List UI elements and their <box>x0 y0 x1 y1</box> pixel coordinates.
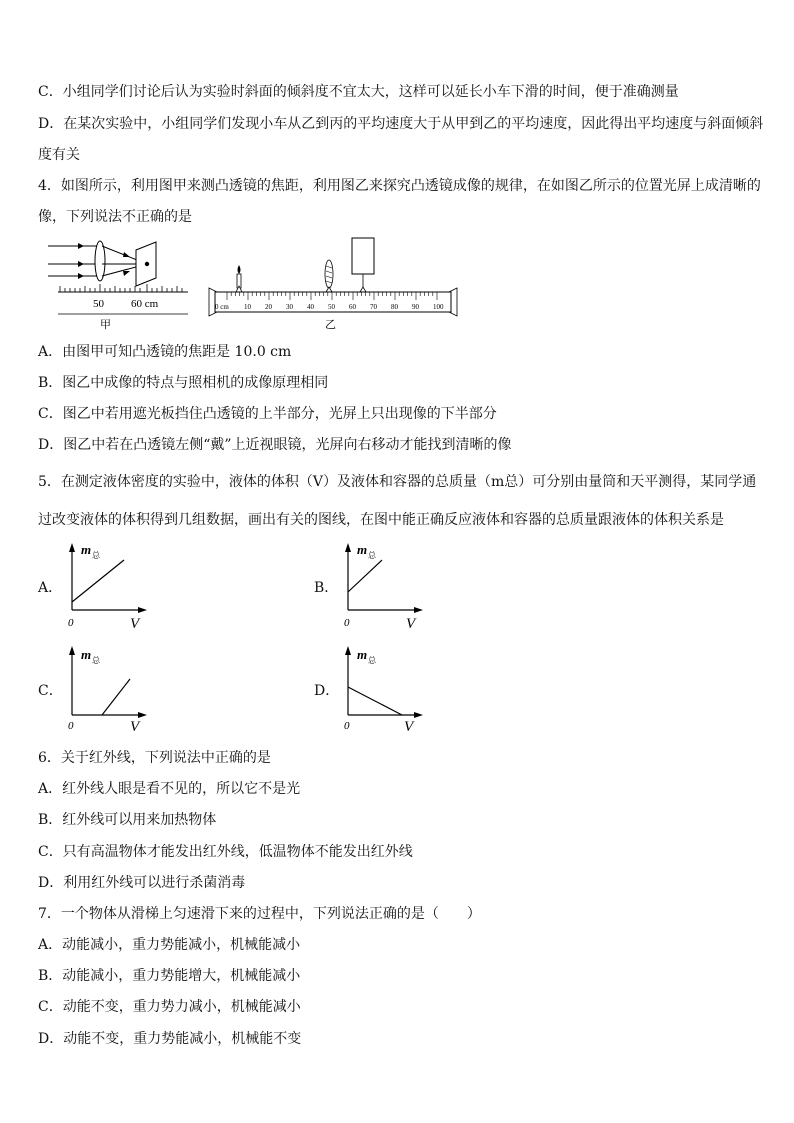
q4-option-a: A．由图甲可知凸透镜的焦距是 10.0 cm <box>38 344 292 360</box>
q6-option-a: A．红外线人眼是看不见的，所以它不是光 <box>38 781 301 797</box>
q5-graph-c <box>60 643 155 738</box>
svg-text:V: V <box>130 616 140 632</box>
q5-stem-line1: 5．在测定液体密度的实验中，液体的体积（V）及液体和容器的总质量（m总）可分别由量筒和天平测得，某同学通 <box>38 474 757 490</box>
q5-stem-line2: 过改变液体的体积得到几组数据，画出有关的图线，在图中能正确反应液体和容器的总质量跟液体的体积关系是 <box>38 512 724 528</box>
bench-tick-label: 100 <box>433 303 444 311</box>
svg-text:0: 0 <box>344 720 350 732</box>
q7-option-a: A．动能减小，重力势能减小，机械能减小 <box>38 937 301 953</box>
q6-option-b: B．红外线可以用来加热物体 <box>38 812 217 828</box>
bench-tick-label: 30 <box>286 303 293 311</box>
q3-option-c: C．小组同学们讨论后认为实验时斜面的倾斜度不宜太大，这样可以延长小车下滑的时间，便于准确测量 <box>38 84 679 100</box>
bench-tick-label: 70 <box>370 303 377 311</box>
figure-yi <box>205 232 465 332</box>
svg-text:总: 总 <box>368 551 376 560</box>
ruler-jia-label-50: 50 <box>93 298 104 310</box>
q3-option-d-line1: D．在某次实验中，小组同学们发现小车从乙到丙的平均速度大于从甲到乙的平均速度，因此得出平均速度与斜面倾斜 <box>38 116 764 132</box>
bench-tick-label: 50 <box>328 303 335 311</box>
q4-option-d: D．图乙中若在凸透镜左侧“戴”上近视眼镜，光屏向右移动才能找到清晰的像 <box>38 437 512 453</box>
bench-tick-label: 60 <box>349 303 356 311</box>
bench-tick-label: 0 cm <box>215 303 229 311</box>
graph-c-line <box>102 679 130 715</box>
bench-tick-label: 40 <box>307 303 314 311</box>
figure-jia <box>40 236 190 332</box>
bench-tick-label: 90 <box>412 303 419 311</box>
q6-option-c: C．只有高温物体才能发出红外线，低温物体不能发出红外线 <box>38 844 413 860</box>
graph-b-line <box>348 560 382 592</box>
svg-text:0: 0 <box>344 617 350 629</box>
svg-text:总: 总 <box>92 656 100 665</box>
q5-graph-b <box>336 540 431 635</box>
q5-graph-a-label: A． <box>38 580 63 596</box>
svg-text:V: V <box>406 616 416 632</box>
graph-d-line <box>348 687 402 715</box>
bench-tick-label: 20 <box>265 303 272 311</box>
q7-option-b: B．动能减小，重力势能增大，机械能减小 <box>38 968 301 984</box>
svg-text:m: m <box>357 542 368 557</box>
svg-text:V: V <box>404 719 414 735</box>
svg-text:m: m <box>81 647 92 662</box>
focal-point-icon <box>145 262 149 266</box>
bench-tick-label: 80 <box>391 303 398 311</box>
q5-graph-c-label: C． <box>38 683 63 699</box>
q5-graph-d-label: D． <box>314 683 340 699</box>
figure-jia-caption: 甲 <box>100 319 111 331</box>
q6-option-d: D．利用红外线可以进行杀菌消毒 <box>38 875 246 891</box>
convex-lens-on-bench-icon <box>325 260 333 288</box>
screen-on-bench-icon <box>352 238 374 274</box>
svg-text:m: m <box>81 542 92 557</box>
svg-text:m: m <box>357 647 368 662</box>
svg-text:总: 总 <box>368 656 376 665</box>
flame-icon <box>238 265 241 274</box>
q7-option-c: C．动能不变，重力势力减小，机械能减小 <box>38 999 301 1015</box>
svg-text:V: V <box>130 719 140 735</box>
bench-tick-label: 10 <box>244 303 251 311</box>
svg-text:0: 0 <box>68 617 74 629</box>
q5-graph-b-label: B． <box>314 580 339 596</box>
svg-text:总: 总 <box>92 551 100 560</box>
q3-option-d-line2: 度有关 <box>38 147 80 163</box>
q7-stem: 7．一个物体从滑梯上匀速滑下来的过程中，下列说法正确的是（ ） <box>38 906 481 922</box>
q7-option-d: D．动能不变，重力势能减小，机械能不变 <box>38 1031 302 1047</box>
q6-stem: 6．关于红外线，下列说法中正确的是 <box>38 750 271 766</box>
ruler-jia-label-60: 60 cm <box>131 298 159 310</box>
svg-text:0: 0 <box>68 720 74 732</box>
figure-yi-caption: 乙 <box>325 319 336 331</box>
q4-option-b: B．图乙中成像的特点与照相机的成像原理相同 <box>38 375 329 391</box>
q5-graph-d <box>336 643 431 738</box>
q4-option-c: C．图乙中若用遮光板挡住凸透镜的上半部分，光屏上只出现像的下半部分 <box>38 406 497 422</box>
graph-a-line <box>72 560 124 602</box>
q4-stem-line2: 像，下列说法不正确的是 <box>38 209 192 225</box>
q4-stem-line1: 4．如图所示，利用图甲来测凸透镜的焦距，利用图乙来探究凸透镜成像的规律，在如图乙所示的位置光屏上成清晰的 <box>38 178 761 194</box>
q5-graph-a <box>60 540 155 635</box>
